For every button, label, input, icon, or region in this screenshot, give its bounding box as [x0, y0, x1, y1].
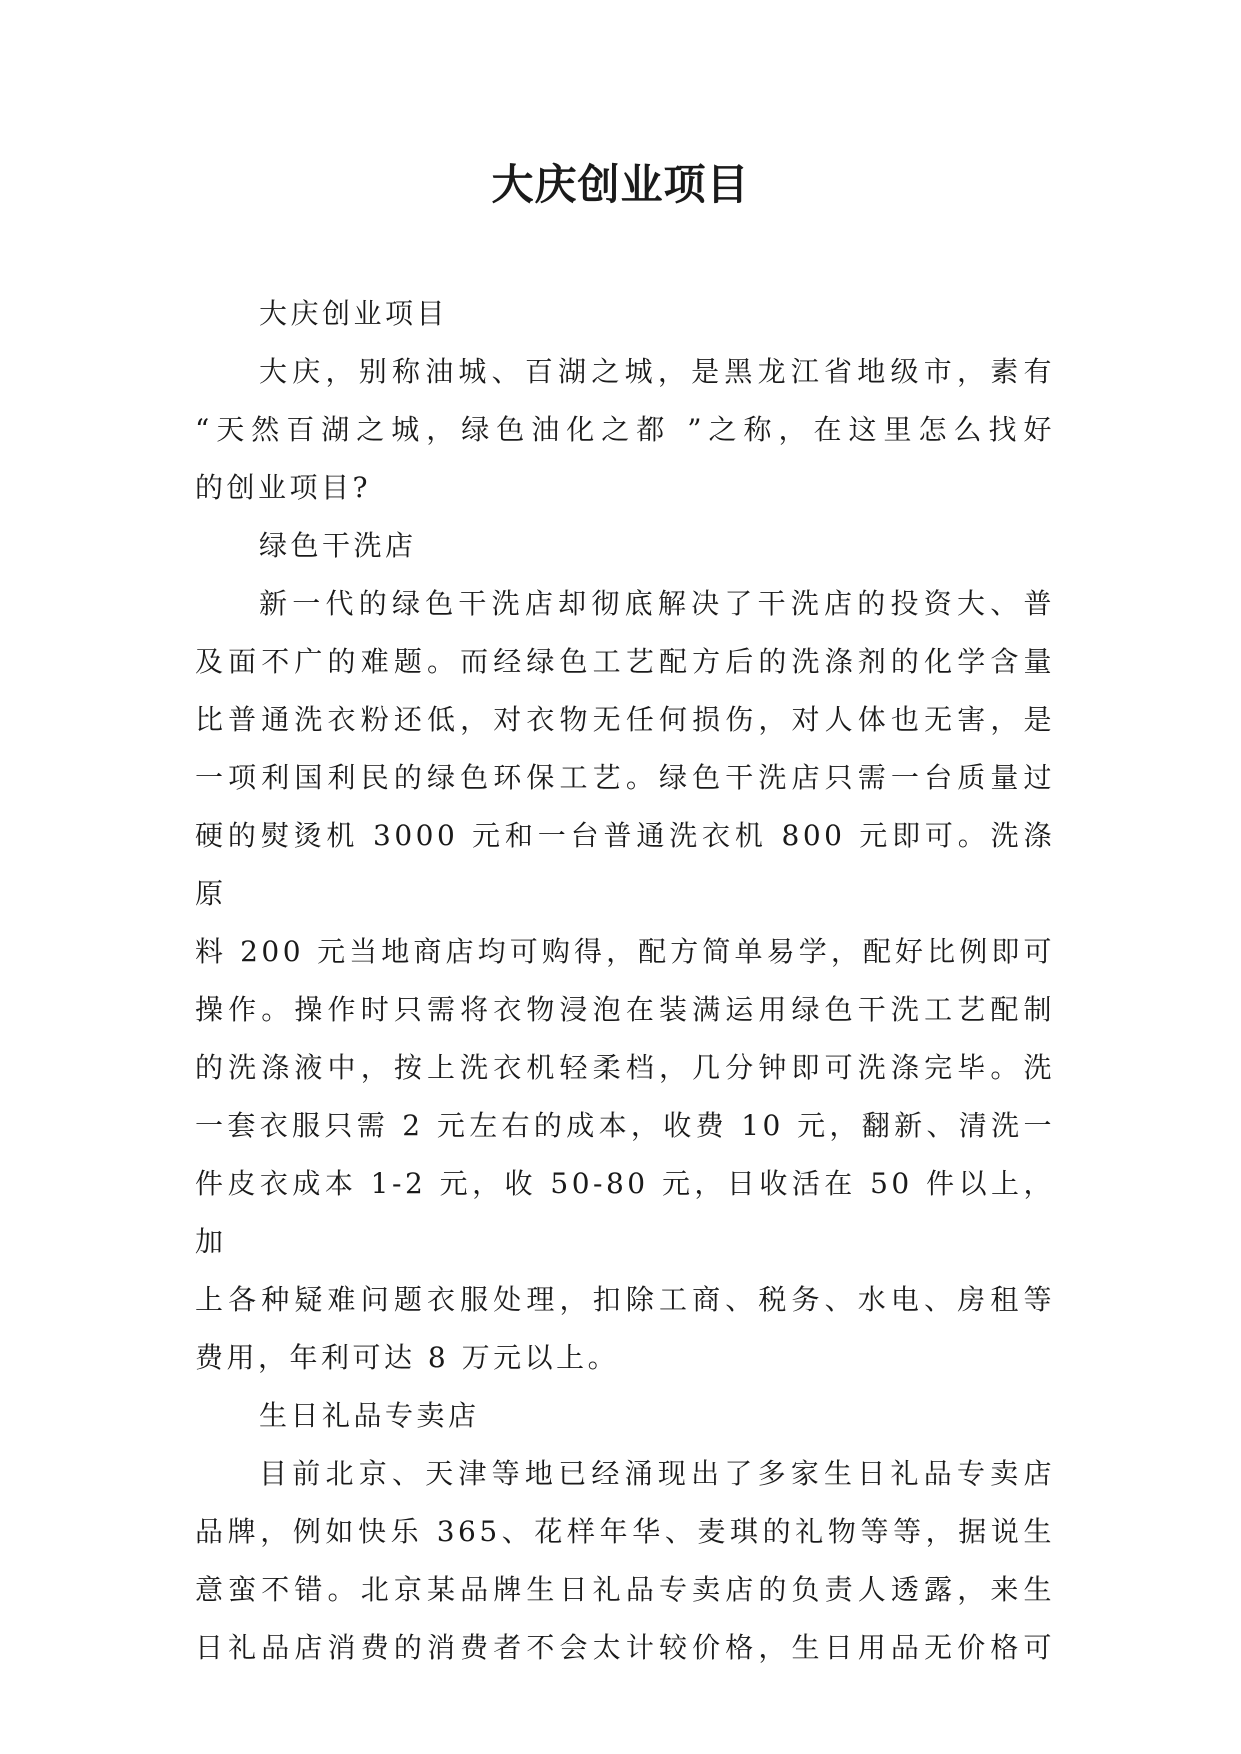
paragraph-line: 生日礼品专卖店: [259, 1399, 480, 1432]
paragraph-line: 的创业项目?: [195, 471, 372, 504]
paragraph-line: 上各种疑难问题衣服处理，扣除工商、税务、水电、房租等: [195, 1283, 1055, 1316]
document-title: 大庆创业项目: [491, 160, 750, 209]
paragraph-line: 料 200 元当地商店均可购得，配方简单易学，配好比例即可: [195, 935, 1055, 968]
paragraph-line: 大庆，别称油城、百湖之城，是黑龙江省地级市，素有: [259, 355, 1055, 388]
paragraph-line: 费用，年利可达 8 万元以上。: [195, 1341, 620, 1374]
document-body: [195, 285, 1055, 1677]
paragraph-line: 新一代的绿色干洗店却彻底解决了干洗店的投资大、普: [259, 587, 1055, 620]
paragraph-line: 一项利国利民的绿色环保工艺。绿色干洗店只需一台质量过: [195, 761, 1055, 794]
paragraph-heading-birthday-gift-shop: [195, 1387, 1055, 1445]
paragraph-dry-cleaner: [195, 575, 1055, 1387]
paragraph-line: 一套衣服只需 2 元左右的成本，收费 10 元，翻新、清洗一: [195, 1109, 1055, 1142]
paragraph-line: 意蛮不错。北京某品牌生日礼品专卖店的负责人透露，来生: [195, 1573, 1055, 1606]
paragraph-line: 目前北京、天津等地已经涌现出了多家生日礼品专卖店: [259, 1457, 1055, 1490]
paragraph-line: 日礼品店消费的消费者不会太计较价格，生日用品无价格可: [195, 1631, 1055, 1664]
paragraph-line: 品牌，例如快乐 365、花样年华、麦琪的礼物等等，据说生: [195, 1515, 1055, 1548]
paragraph-birthday-gift-shop: [195, 1445, 1055, 1677]
paragraph-line: 硬的熨烫机 3000 元和一台普通洗衣机 800 元即可。洗涤原: [195, 819, 1055, 910]
paragraph-line: 及面不广的难题。而经绿色工艺配方后的洗涤剂的化学含量: [195, 645, 1055, 678]
paragraph-intro: [195, 343, 1055, 517]
paragraph-line: “天然百湖之城，绿色油化之都 ”之称，在这里怎么找好: [195, 413, 1055, 446]
paragraph-line: 大庆创业项目: [259, 297, 449, 330]
paragraph-line: 操作。操作时只需将衣物浸泡在装满运用绿色干洗工艺配制: [195, 993, 1055, 1026]
paragraph-line: 比普通洗衣粉还低，对衣物无任何损伤，对人体也无害，是: [195, 703, 1055, 736]
paragraph-line: 绿色干洗店: [259, 529, 417, 562]
paragraph-heading-dry-cleaner: [195, 517, 1055, 575]
paragraph-line: 的洗涤液中，按上洗衣机轻柔档，几分钟即可洗涤完毕。洗: [195, 1051, 1055, 1084]
paragraph-heading-intro: [195, 285, 1055, 343]
paragraph-line: 件皮衣成本 1-2 元，收 50-80 元，日收活在 50 件以上，加: [195, 1167, 1055, 1258]
